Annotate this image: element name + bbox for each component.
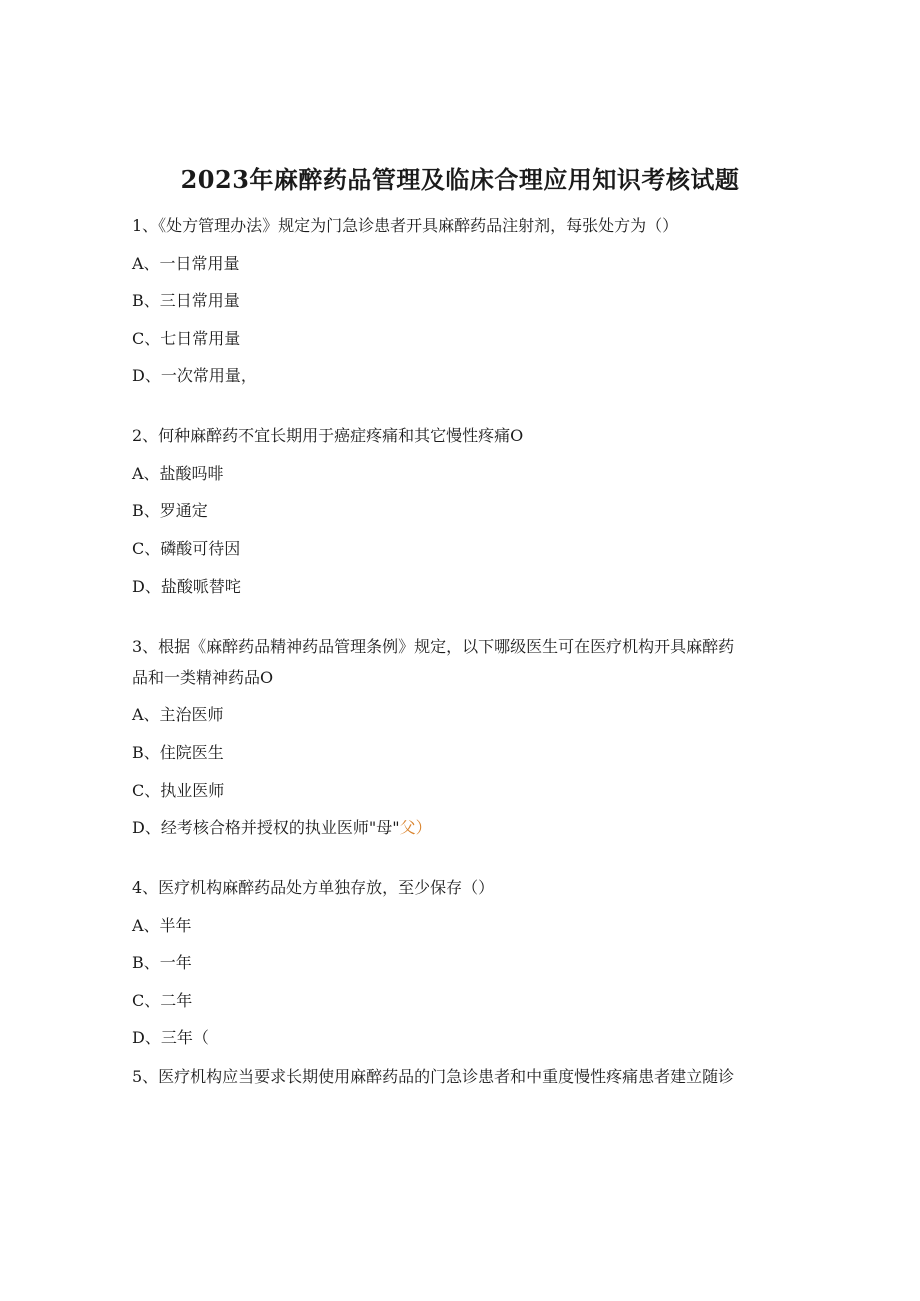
question-3-option-b: B、住院医生 bbox=[132, 743, 224, 762]
question-4-stem: 4、医疗机构麻醉药品处方单独存放，至少保存（） bbox=[132, 878, 495, 897]
question-2-option-a: A、盐酸吗啡 bbox=[132, 464, 224, 483]
question-2-option-b: B、罗通定 bbox=[132, 501, 208, 520]
question-2-stem: 2、何种麻醉药不宜长期用于癌症疼痛和其它慢性疼痛O bbox=[132, 426, 524, 445]
question-4-option-d: D、三年（ bbox=[132, 1028, 209, 1047]
question-2-option-c: C、磷酸可待因 bbox=[132, 539, 241, 558]
question-3-stem-line-2: 品和一类精神药品O bbox=[132, 668, 274, 687]
handwritten-mark: 父） bbox=[399, 818, 432, 837]
question-4-option-a: A、半年 bbox=[132, 916, 192, 935]
question-3-option-a: A、主治医师 bbox=[132, 705, 224, 724]
question-1-stem: 1、《处方管理办法》规定为门急诊患者开具麻醉药品注射剂，每张处方为（） bbox=[132, 216, 679, 235]
question-1-option-d: D、一次常用量， bbox=[132, 366, 257, 385]
question-3-option-d bbox=[132, 818, 432, 838]
question-2-option-d: D、盐酸哌替咤 bbox=[132, 577, 241, 596]
question-3-stem-line-1: 3、根据《麻醉药品精神药品管理条例》规定，以下哪级医生可在医疗机构开具麻醉药 bbox=[132, 637, 735, 656]
question-1-option-b: B、三日常用量 bbox=[132, 291, 240, 310]
document-title: 2023年麻醉药品管理及临床合理应用知识考核试题 bbox=[180, 165, 740, 194]
question-3-option-c: C、执业医师 bbox=[132, 781, 225, 800]
question-1-option-a: A、一日常用量 bbox=[132, 254, 240, 273]
question-5-stem: 5、医疗机构应当要求长期使用麻醉药品的门急诊患者和中重度慢性疼痛患者建立随诊 bbox=[132, 1067, 735, 1086]
question-3-option-d-text: D、经考核合格并授权的执业医师"母" bbox=[132, 818, 400, 837]
question-4-option-c: C、二年 bbox=[132, 991, 193, 1010]
question-1-option-c: C、七日常用量 bbox=[132, 329, 241, 348]
question-4-option-b: B、一年 bbox=[132, 953, 192, 972]
